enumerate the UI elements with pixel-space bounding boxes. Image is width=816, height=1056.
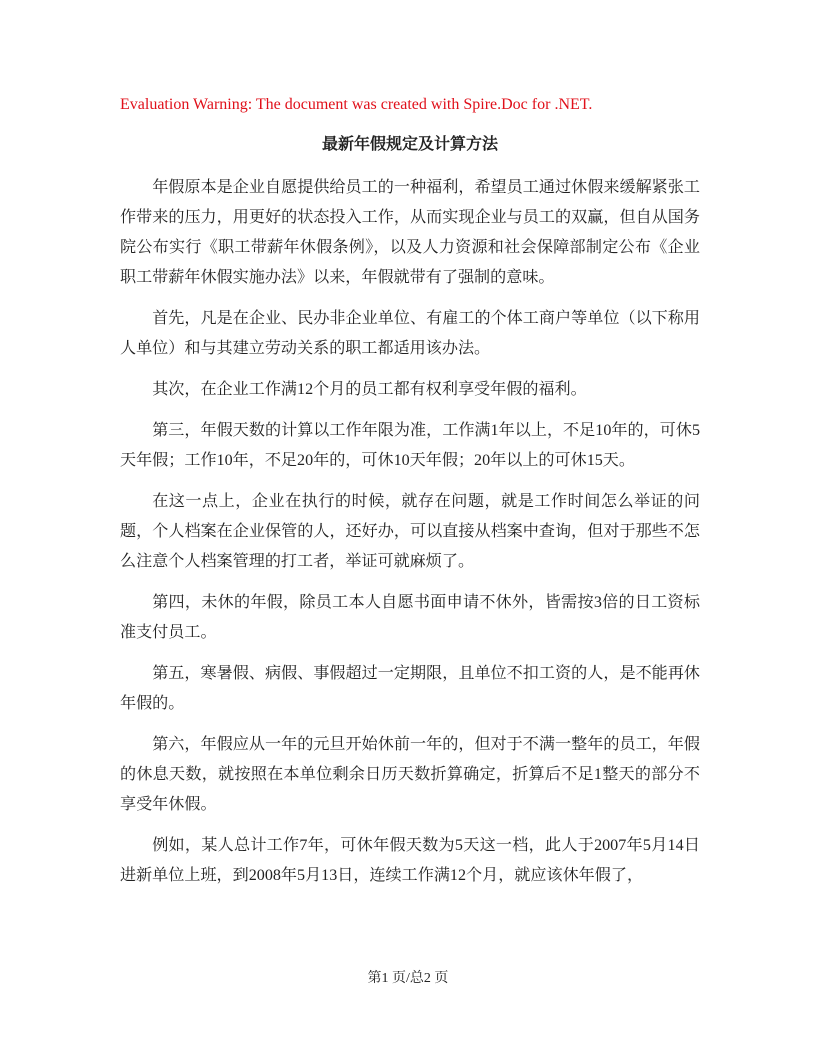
paragraph: 例如，某人总计工作7年，可休年假天数为5天这一档，此人于2007年5月14日进新单位上班，到2008年5月13日，连续工作满12个月，就应该休年假了， bbox=[120, 837, 700, 884]
paragraph: 第三，年假天数的计算以工作年限为准，工作满1年以上，不足10年的，可休5天年假；工作10年，不足20年的，可休10天年假；20年以上的可休15天。 bbox=[120, 422, 700, 469]
paragraph: 第六，年假应从一年的元旦开始休前一年的，但对于不满一整年的员工，年假的休息天数，就按照在本单位剩余日历天数折算确定，折算后不足1整天的部分不享受年休假。 bbox=[120, 736, 700, 813]
paragraph: 年假原本是企业自愿提供给员工的一种福利，希望员工通过休假来缓解紧张工作带来的压力，用更好的状态投入工作，从而实现企业与员工的双赢，但自从国务院公布实行《职工带薪年休假条例》，以及人力资源和社会保障部制定公布《企业职工带薪年休假实施办法》以来，年假就带有了强制的意味。 bbox=[120, 179, 700, 286]
paragraph: 在这一点上，企业在执行的时候，就存在问题，就是工作时间怎么举证的问题，个人档案在企业保管的人，还好办，可以直接从档案中查询，但对于那些不怎么注意个人档案管理的打工者，举证可就麻烦了。 bbox=[120, 493, 700, 570]
paragraph: 其次，在企业工作满12个月的员工都有权利享受年假的福利。 bbox=[152, 381, 587, 398]
paragraph: 第四，未休的年假，除员工本人自愿书面申请不休外，皆需按3倍的日工资标准支付员工。 bbox=[120, 594, 700, 641]
page-footer: 第1 页/总2 页 bbox=[367, 971, 449, 986]
paragraph: 首先，凡是在企业、民办非企业单位、有雇工的个体工商户等单位（以下称用人单位）和与其建立劳动关系的职工都适用该办法。 bbox=[120, 310, 700, 357]
evaluation-warning: Evaluation Warning: The document was created with Spire.Doc for .NET. bbox=[120, 96, 593, 113]
document-body bbox=[120, 173, 700, 902]
document-title: 最新年假规定及计算方法 bbox=[321, 136, 498, 153]
paragraph: 第五，寒暑假、病假、事假超过一定期限，且单位不扣工资的人，是不能再休年假的。 bbox=[120, 665, 700, 712]
